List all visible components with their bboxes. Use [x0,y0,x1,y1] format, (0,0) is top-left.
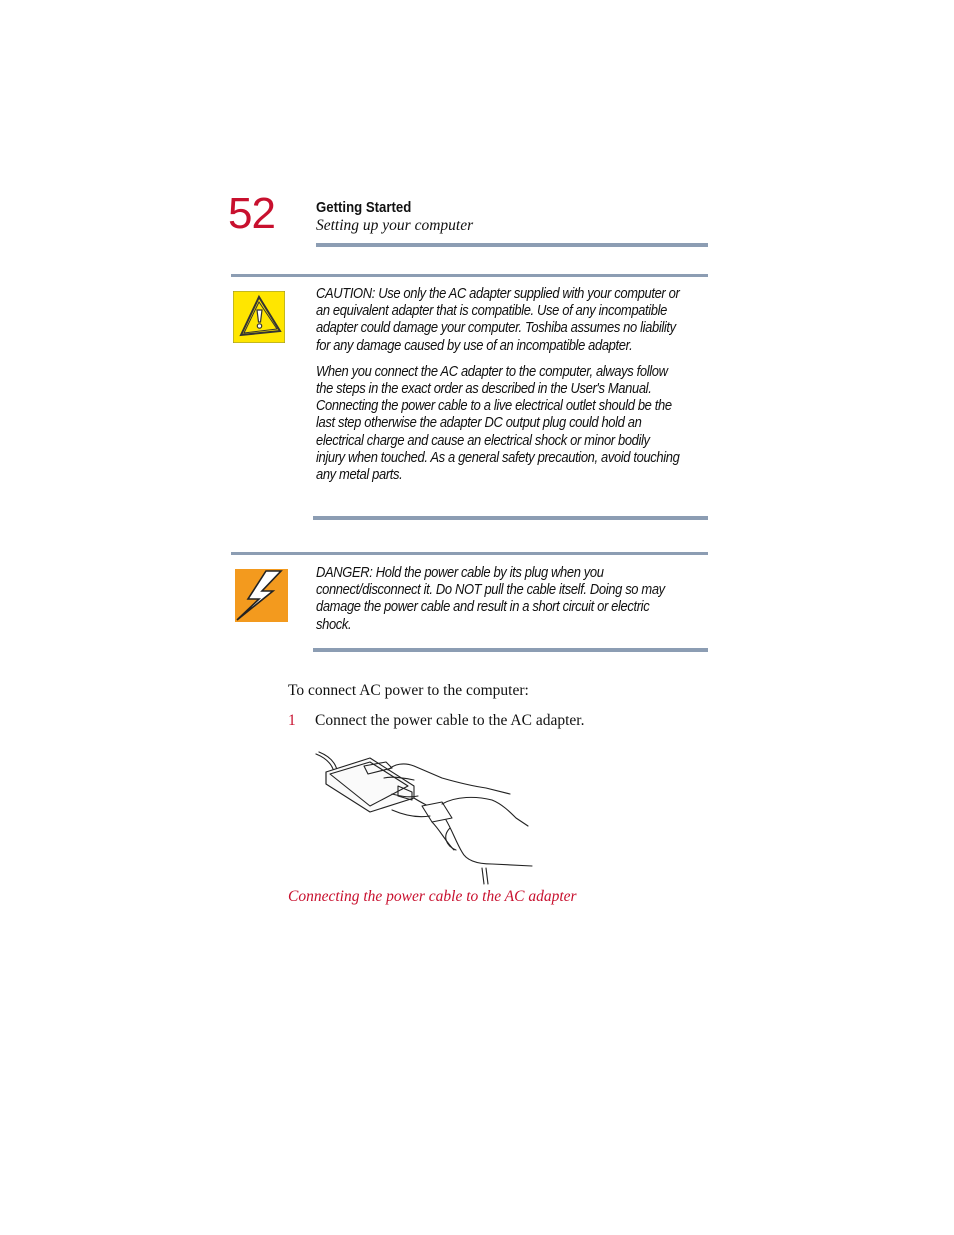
section-subtitle: Setting up your computer [316,217,474,234]
section-title: Getting Started [316,199,412,216]
step-number: 1 [288,712,296,729]
figure-caption: Connecting the power cable to the AC adapter [288,888,577,905]
step-text: Connect the power cable to the AC adapter. [315,712,585,729]
page-number: 52 [228,189,275,238]
step-item [288,712,584,730]
danger-bottom-rule [313,648,708,652]
intro-text: To connect AC power to the computer: [288,682,529,699]
danger-notice [316,565,681,643]
caution-triangle-icon [233,291,285,348]
danger-top-rule [231,552,708,555]
lightning-bolt-icon [235,569,288,627]
caution-bottom-rule [313,516,708,520]
caution-paragraph: CAUTION: Use only the AC adapter supplied with your computer or an equivalent adapter that is compatible. Use of any incompatible adapter could damage your computer. Toshiba assumes no liability for any damage caused by use of an incompatible adapter. [316,286,680,354]
ac-adapter-illustration [296,746,536,891]
caution-paragraph: When you connect the AC adapter to the computer, always follow the steps in the exact order as described in the User's Manual. Connecting the power cable to a live electrical outlet should be the last step otherwise the adapter DC output plug could hold an electrical charge and cause an electrical shock or minor bodily injury when touched. As a general safety precaution, avoid touching any metal parts. [316,363,680,484]
header-rule [316,243,708,247]
caution-notice [316,286,681,493]
caution-top-rule [231,274,708,277]
danger-text: DANGER: Hold the power cable by its plug when you connect/disconnect it. Do NOT pull the cable itself. Doing so may damage the power cable and result in a short circuit or electric shock. [316,565,665,633]
